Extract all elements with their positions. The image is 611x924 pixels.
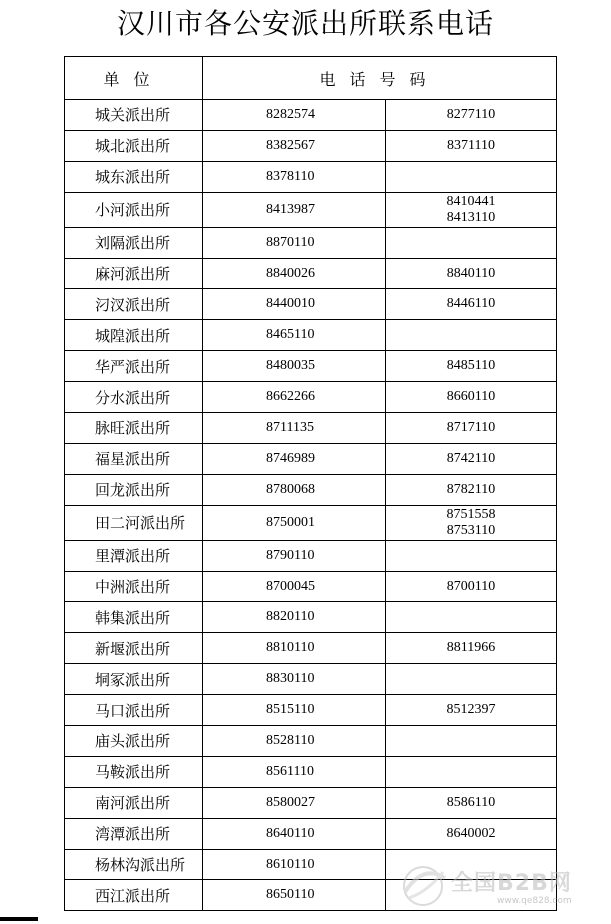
primary-phone-cell: 8746989 <box>203 443 386 474</box>
table-row <box>65 756 557 787</box>
secondary-phone-cell <box>386 320 557 351</box>
primary-phone-cell: 8870110 <box>203 227 386 258</box>
primary-phone-cell: 8662266 <box>203 382 386 413</box>
secondary-phone-number: 8782110 <box>446 481 496 497</box>
secondary-phone-cell <box>386 443 557 474</box>
table-body <box>65 100 557 911</box>
secondary-phone-number: 8640002 <box>446 825 496 841</box>
unit-name-cell: 汈汊派出所 <box>65 289 203 320</box>
secondary-phone-cell <box>386 351 557 382</box>
primary-phone-cell: 8580027 <box>203 787 386 818</box>
primary-phone-cell: 8840026 <box>203 258 386 289</box>
unit-name-cell: 麻河派出所 <box>65 258 203 289</box>
primary-phone-cell: 8413987 <box>203 192 386 227</box>
header-unit: 单位 <box>65 57 203 100</box>
unit-name-cell: 回龙派出所 <box>65 474 203 505</box>
unit-name-cell: 城东派出所 <box>65 161 203 192</box>
primary-phone-cell: 8480035 <box>203 351 386 382</box>
secondary-phone-number: 8811966 <box>446 640 496 656</box>
secondary-phone-cell <box>386 505 557 540</box>
table-row <box>65 505 557 540</box>
unit-name-cell: 城北派出所 <box>65 130 203 161</box>
secondary-phone-number: 8371110 <box>447 137 495 153</box>
table-row <box>65 787 557 818</box>
table-row <box>65 289 557 320</box>
secondary-phone-number: 8660110 <box>446 389 496 405</box>
primary-phone-cell: 8561110 <box>203 756 386 787</box>
primary-phone-cell: 8830110 <box>203 664 386 695</box>
secondary-phone-cell <box>386 664 557 695</box>
table-row <box>65 695 557 726</box>
secondary-phone-cell <box>386 571 557 602</box>
page-edge-mark <box>0 917 38 921</box>
table-row <box>65 351 557 382</box>
primary-phone-cell: 8700045 <box>203 571 386 602</box>
secondary-phone-number: 8753110 <box>446 522 496 538</box>
unit-name-cell: 庙头派出所 <box>65 726 203 757</box>
table-row <box>65 443 557 474</box>
secondary-phone-cell <box>386 695 557 726</box>
secondary-phone-cell <box>386 726 557 757</box>
table-row <box>65 571 557 602</box>
primary-phone-cell: 8711135 <box>203 413 386 444</box>
primary-phone-cell: 8440010 <box>203 289 386 320</box>
secondary-phone-cell <box>386 787 557 818</box>
unit-name-cell: 分水派出所 <box>65 382 203 413</box>
unit-name-cell: 华严派出所 <box>65 351 203 382</box>
secondary-phone-number: 8751558 <box>446 506 496 522</box>
unit-name-cell: 马口派出所 <box>65 695 203 726</box>
unit-name-cell: 马鞍派出所 <box>65 756 203 787</box>
table-row <box>65 664 557 695</box>
primary-phone-cell: 8640110 <box>203 818 386 849</box>
secondary-phone-cell <box>386 130 557 161</box>
secondary-phone-number: 8840110 <box>446 265 496 281</box>
primary-phone-cell: 8382567 <box>203 130 386 161</box>
secondary-phone-cell <box>386 382 557 413</box>
primary-phone-cell: 8790110 <box>203 540 386 571</box>
unit-name-cell: 韩集派出所 <box>65 602 203 633</box>
secondary-phone-number: 8446110 <box>446 296 496 312</box>
table-row <box>65 540 557 571</box>
secondary-phone-cell <box>386 227 557 258</box>
unit-name-cell: 刘隔派出所 <box>65 227 203 258</box>
secondary-phone-cell <box>386 756 557 787</box>
watermark-url: www.qe828.com <box>497 896 572 906</box>
primary-phone-cell: 8610110 <box>203 849 386 880</box>
secondary-phone-number: 8742110 <box>446 450 496 466</box>
table-row <box>65 633 557 664</box>
unit-name-cell: 城关派出所 <box>65 100 203 131</box>
secondary-phone-number: 8413110 <box>446 209 496 225</box>
secondary-phone-number: 8485110 <box>446 358 496 374</box>
primary-phone-cell: 8465110 <box>203 320 386 351</box>
secondary-phone-number: 8700110 <box>446 578 496 594</box>
table-row <box>65 413 557 444</box>
table-row <box>65 602 557 633</box>
primary-phone-cell: 8282574 <box>203 100 386 131</box>
secondary-phone-cell <box>386 474 557 505</box>
table-header-row <box>65 57 557 100</box>
page-title: 汉川市各公安派出所联系电话 <box>116 7 494 40</box>
secondary-phone-cell <box>386 161 557 192</box>
table-row <box>65 382 557 413</box>
secondary-phone-number: 8717110 <box>446 419 496 435</box>
primary-phone-cell: 8528110 <box>203 726 386 757</box>
table-row <box>65 161 557 192</box>
primary-phone-cell: 8820110 <box>203 602 386 633</box>
police-contact-table <box>64 56 557 911</box>
site-watermark <box>399 862 589 910</box>
unit-name-cell: 杨林沟派出所 <box>65 849 203 880</box>
unit-name-cell: 垌冢派出所 <box>65 664 203 695</box>
unit-name-cell: 脉旺派出所 <box>65 413 203 444</box>
unit-name-cell: 城隍派出所 <box>65 320 203 351</box>
secondary-phone-cell <box>386 192 557 227</box>
primary-phone-cell: 8780068 <box>203 474 386 505</box>
secondary-phone-cell <box>386 258 557 289</box>
table-row <box>65 320 557 351</box>
unit-name-cell: 南河派出所 <box>65 787 203 818</box>
unit-name-cell: 田二河派出所 <box>65 505 203 540</box>
unit-name-cell: 里潭派出所 <box>65 540 203 571</box>
unit-name-cell: 湾潭派出所 <box>65 818 203 849</box>
table-row <box>65 474 557 505</box>
unit-name-cell: 新堰派出所 <box>65 633 203 664</box>
table-row <box>65 726 557 757</box>
secondary-phone-cell <box>386 540 557 571</box>
secondary-phone-number: 8512397 <box>446 702 496 718</box>
secondary-phone-number: 8277110 <box>446 106 496 122</box>
table-row <box>65 100 557 131</box>
secondary-phone-cell <box>386 413 557 444</box>
unit-name-cell: 福星派出所 <box>65 443 203 474</box>
secondary-phone-number: 8586110 <box>446 794 496 810</box>
secondary-phone-cell <box>386 818 557 849</box>
secondary-phone-cell <box>386 633 557 664</box>
unit-name-cell: 小河派出所 <box>65 192 203 227</box>
table-row <box>65 818 557 849</box>
unit-name-cell: 中洲派出所 <box>65 571 203 602</box>
table-row <box>65 227 557 258</box>
watermark-logo-icon <box>399 862 451 908</box>
unit-name-cell: 西江派出所 <box>65 880 203 911</box>
primary-phone-cell: 8810110 <box>203 633 386 664</box>
watermark-text: 全国B2B网 <box>451 871 572 896</box>
table-row <box>65 258 557 289</box>
table-row <box>65 192 557 227</box>
secondary-phone-cell <box>386 100 557 131</box>
secondary-phone-number: 8410441 <box>446 193 496 209</box>
primary-phone-cell: 8515110 <box>203 695 386 726</box>
primary-phone-cell: 8750001 <box>203 505 386 540</box>
secondary-phone-cell <box>386 602 557 633</box>
primary-phone-cell: 8650110 <box>203 880 386 911</box>
primary-phone-cell: 8378110 <box>203 161 386 192</box>
secondary-phone-cell <box>386 289 557 320</box>
header-phone: 电话号码 <box>203 57 557 100</box>
table-row <box>65 130 557 161</box>
